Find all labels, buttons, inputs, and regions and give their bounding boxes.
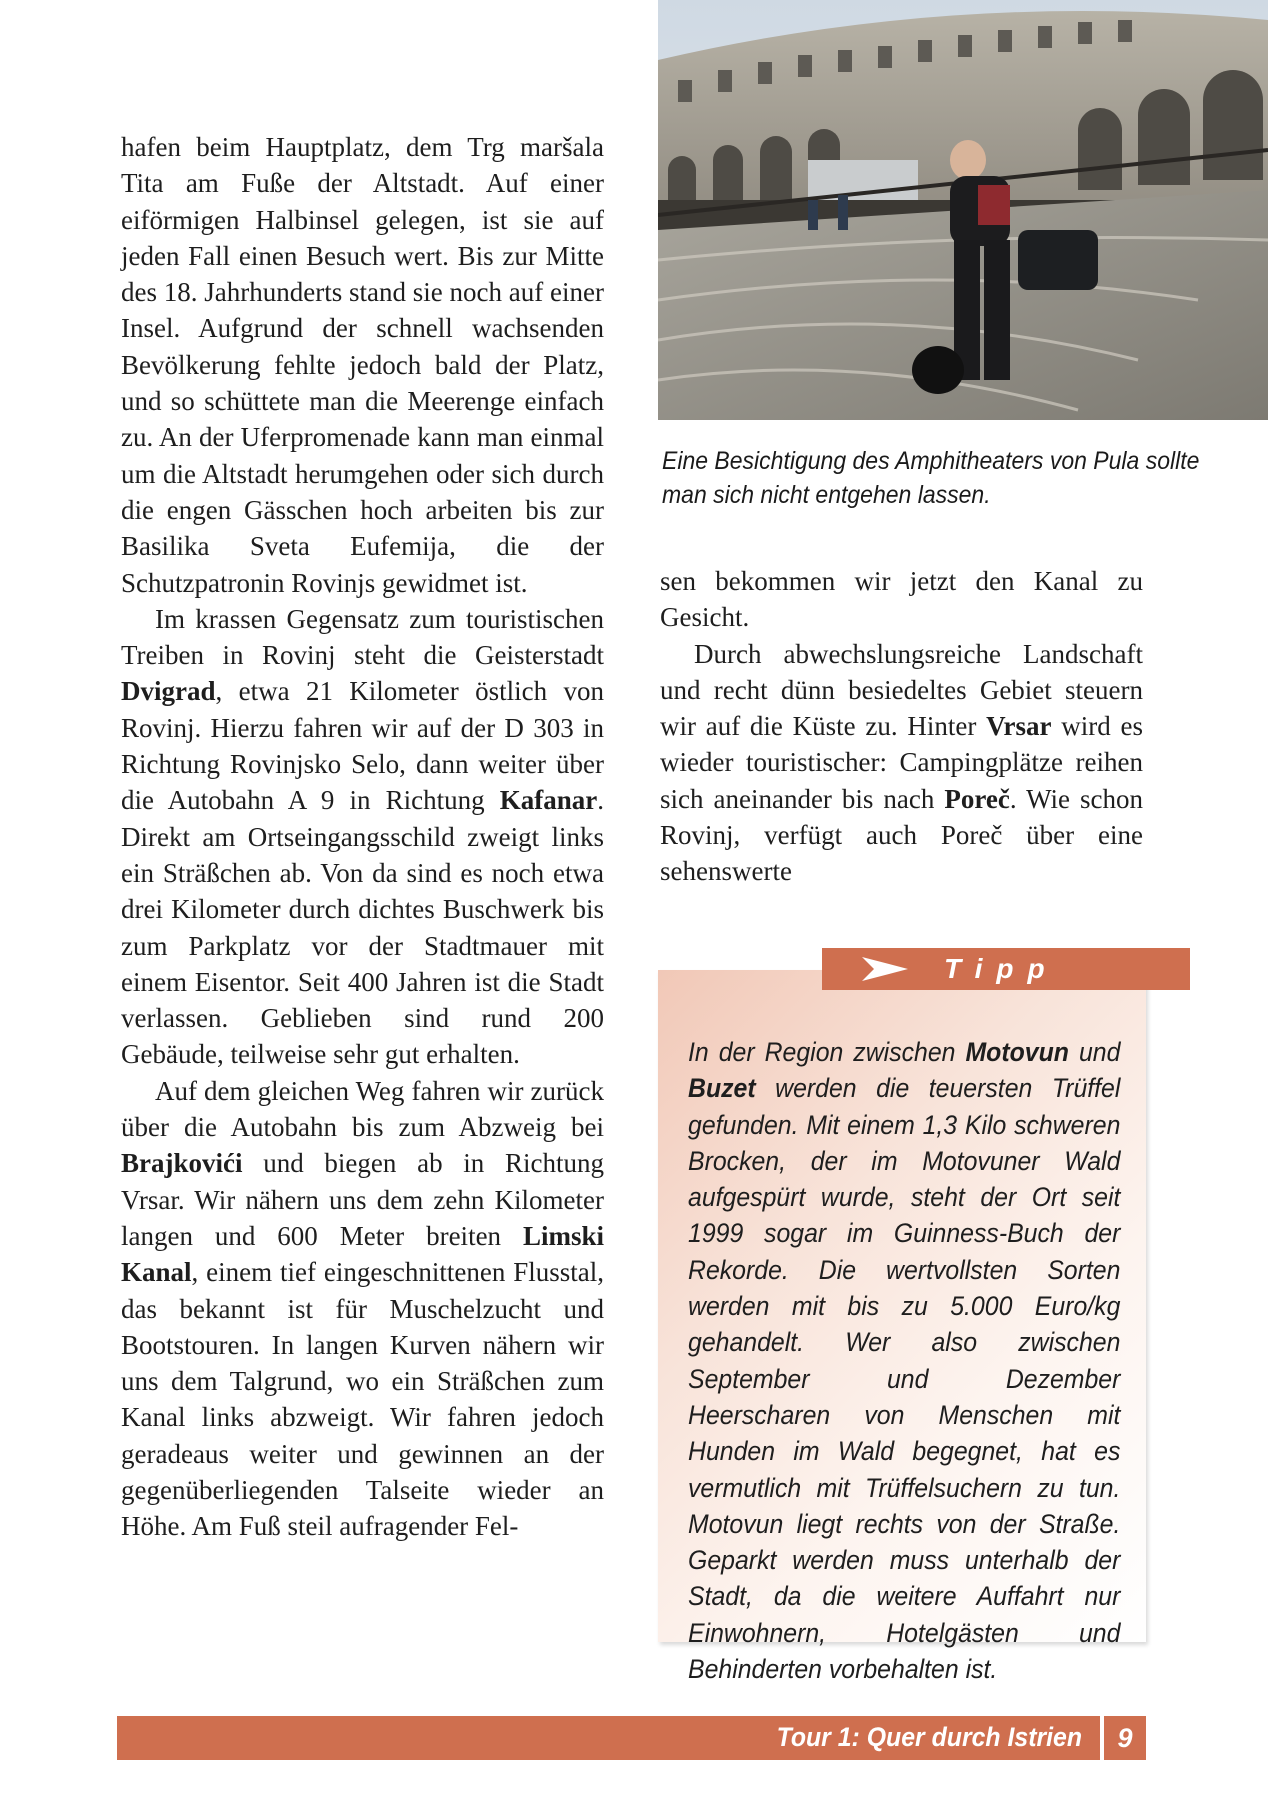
place-name-kafanar: Kafanar	[499, 785, 598, 816]
right-text-column	[660, 563, 1143, 890]
place-name-porec: Poreč	[944, 783, 1010, 814]
text-run: , einem tief eingeschnittenen Flusstal, das bekannt ist für Muschelzucht und Bootstouren. In langen Kurven nähern wir uns dem Talgrund, wo ein Sträßchen zum Kanal links abzweigt. Wir fahren jedoch geradeaus weiter und gewinnen an der gegenüberliegenden Talseite wieder an Höhe. Am Fuß steil aufragender Fel-	[121, 1257, 604, 1542]
paragraph	[121, 1073, 604, 1545]
paragraph	[121, 601, 604, 1073]
tip-title: Tipp	[944, 953, 1059, 984]
text-run: Im krassen Gegensatz zum touristischen Treiben in Rovinj steht die Geisterstadt	[121, 603, 604, 671]
place-name-brajkovici: Brajkovići	[121, 1148, 243, 1179]
text-run: Durch abwechslungsreiche Landschaft und recht dünn besiedeltes Gebiet steuern wir auf die Küste zu. Hinter	[660, 638, 1143, 742]
photo-caption: Eine Besichtigung des Amphitheaters von Pula sollte man sich nicht entgehen lassen.	[662, 447, 1200, 509]
place-name-motovun: Motovun	[965, 1037, 1069, 1067]
place-name-dvigrad: Dvigrad	[121, 676, 216, 707]
place-name-vrsar: Vrsar	[986, 711, 1052, 742]
place-name-limski-kanal: Limski Kanal	[121, 1220, 604, 1288]
text-run: In der Region zwischen	[688, 1037, 966, 1067]
tip-header	[822, 948, 1190, 990]
tip-text	[688, 1034, 1120, 1687]
footer-title: Tour 1: Quer durch Istrien	[776, 1722, 1082, 1752]
paragraph	[660, 636, 1143, 890]
text-run: . Direkt am Ortseingangsschild zweigt links ein Sträßchen ab. Von da sind es noch etwa drei Kilometer durch dichtes Buschwerk bis zum Parkplatz vor der Stadtmauer mit einem Eisentor. Seit 400 Jahren ist die Stadt verlassen. Geblieben sind rund 200 Gebäude, teilweise sehr gut erhalten.	[121, 785, 604, 1070]
page-number: 9	[1104, 1716, 1146, 1760]
text-run: , etwa 21 Kilometer östlich von Rovinj. Hierzu fahren wir auf der D 303 in Richtung Rovinjsko Selo, dann weiter über die Autobahn A 9 in Richtung	[121, 676, 604, 816]
text-run: Auf dem gleichen Weg fahren wir zurück über die Autobahn bis zum Abzweig bei	[121, 1075, 604, 1143]
text-run: und biegen ab in Richtung Vrsar. Wir nähern uns dem zehn Kilometer langen und 600 Meter breiten	[121, 1148, 604, 1251]
place-name-buzet: Buzet	[688, 1073, 756, 1104]
left-text-column	[121, 129, 604, 1545]
text-run: wird es wieder touristischer: Campingplätze reihen sich aneinander bis nach	[660, 711, 1143, 814]
footer-bar	[117, 1716, 1100, 1760]
arrow-icon	[862, 957, 908, 981]
text-run: und	[1068, 1037, 1121, 1067]
amphitheater-photo	[658, 0, 1268, 420]
text-run: werden die teuersten Trüffel gefunden. Mit einem 1,3 Kilo schweren Brocken, der im Motovuner Wald aufgespürt wurde, steht der Ort seit 1999 sogar im Guinness-Buch der Rekorde. Die wertvollsten Sorten werden mit bis zu 5.000 Euro/kg gehandelt. Wer also zwischen September und Dezember Heerscharen von Menschen mit Hunden im Wald begegnet, hat es vermutlich mit Trüffelsuchern zu tun. Motovun liegt rechts von der Straße. Geparkt werden muss unterhalb der Stadt, da die weitere Auffahrt nur Einwohnern, Hotelgästen und Behinderten vorbehalten ist.	[688, 1073, 1121, 1685]
paragraph: hafen beim Hauptplatz, dem Trg maršala Tita am Fuße der Altstadt. Auf einer eiförmigen Halbinsel gelegen, ist sie auf jeden Fall einen Besuch wert. Bis zur Mitte des 18. Jahrhunderts stand sie noch auf einer Insel. Aufgrund der schnell wachsenden Bevölkerung fehlte jedoch bald der Platz, und so schüttete man die Meerenge einfach zu. An der Uferpromenade kann man einmal um die Altstadt herumgehen oder sich durch die engen Gässchen hoch arbeiten bis zur Basilika Sveta Eufemija, die der Schutzpatronin Rovinjs gewidmet ist.	[121, 132, 604, 598]
paragraph: sen bekommen wir jetzt den Kanal zu Gesicht.	[660, 566, 1143, 633]
text-run: . Wie schon Rovinj, verfügt auch Poreč über eine sehenswerte	[660, 783, 1143, 887]
